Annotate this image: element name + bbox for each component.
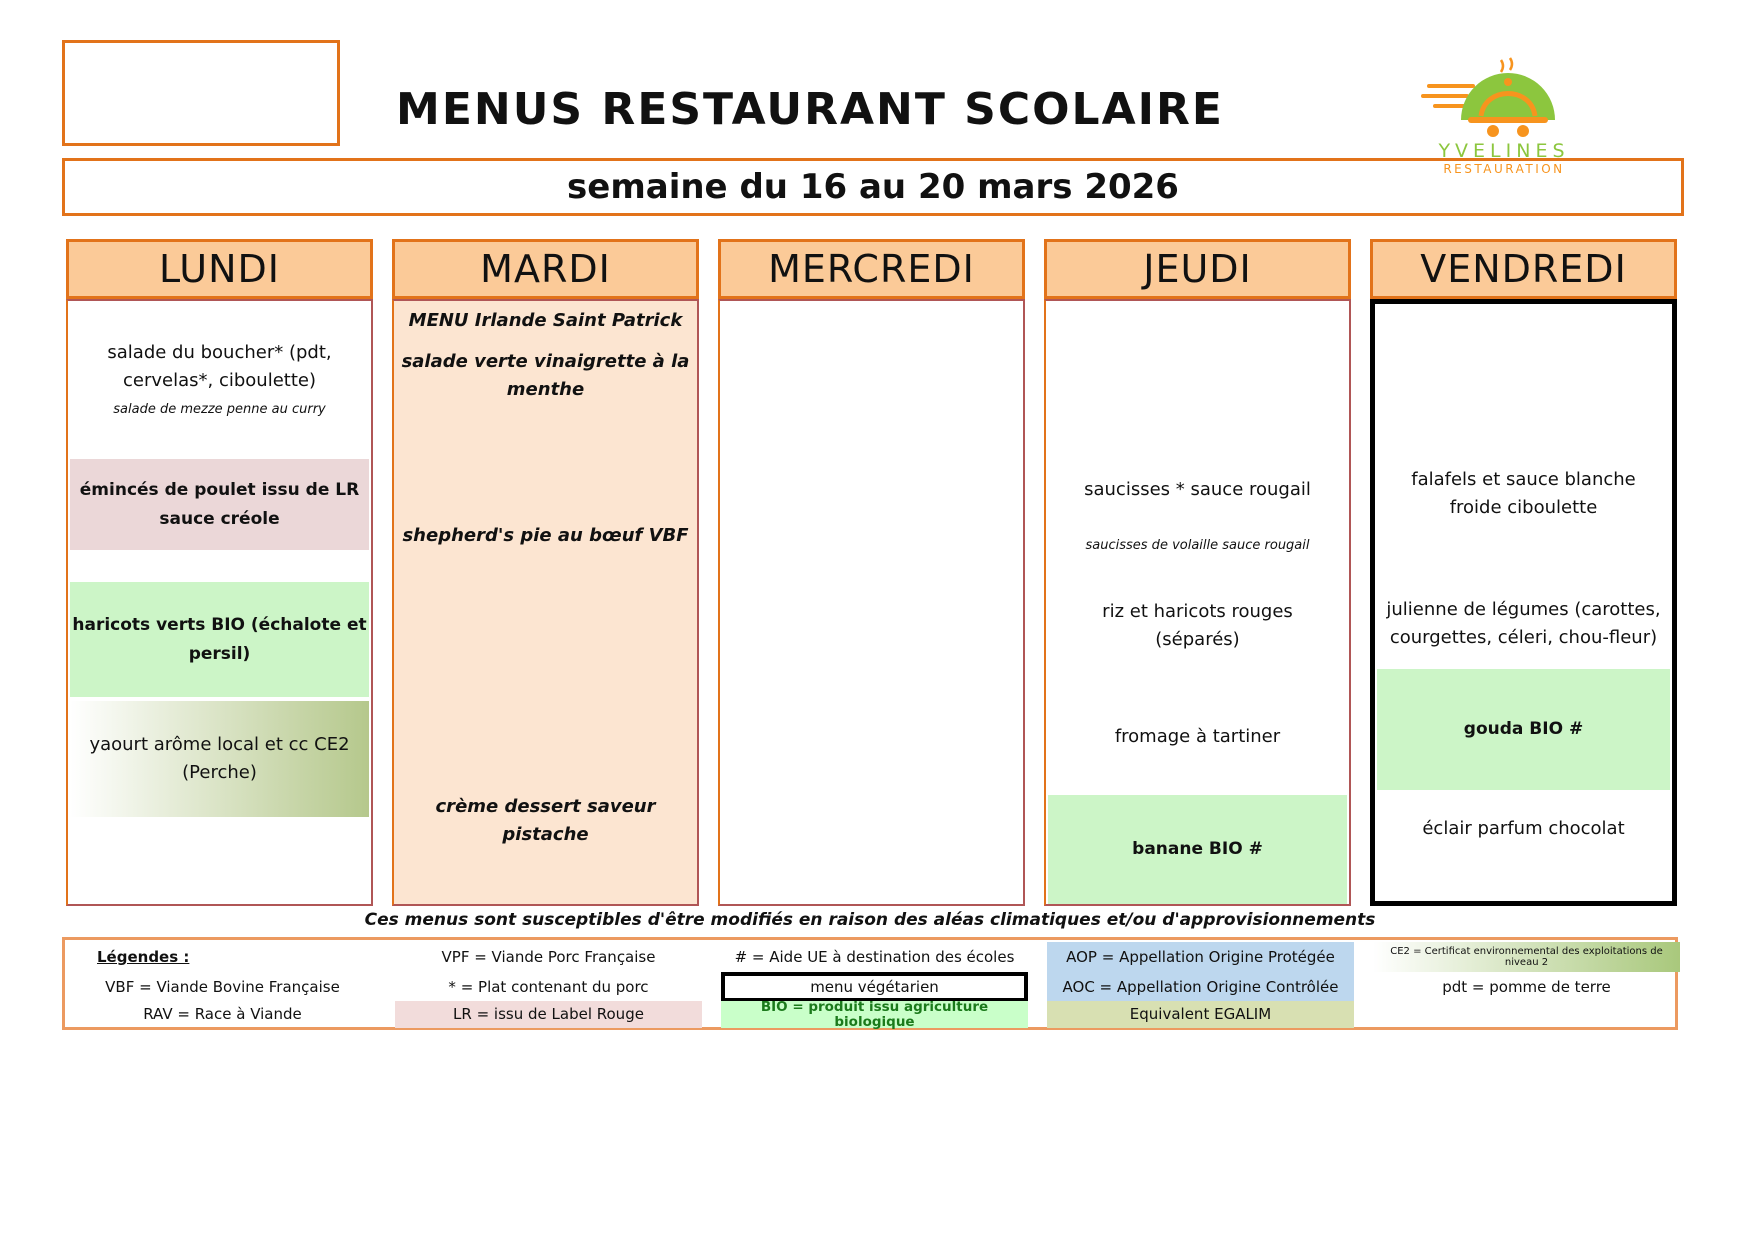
day-column-jeudi [1044,299,1351,906]
menu-item-julienne-legumes: julienne de légumes (carottes, courgettes, céleri, chou-fleur) [1386,599,1661,648]
menu-item-salade-du-boucher: salade du boucher* (pdt, cervelas*, ciboulette) [107,342,332,391]
logo-wordmark-yvelines: YVELINES [1438,140,1570,162]
logo-knob-icon [1504,78,1512,86]
legend-title: Légendes : [97,947,190,966]
menu-item-saucisses-volaille: saucisses de volaille sauce rougail [1085,537,1310,553]
yvelines-restauration-logo [1416,34,1592,176]
menu-item-emince-poulet: émincés de poulet issu de LR sauce créole [70,459,369,550]
logo-foot-left-icon [1487,125,1499,137]
menu-item-eclair-chocolat: éclair parfum chocolat [1422,818,1625,840]
day-header-mercredi: MERCREDI [718,239,1025,299]
legend-aoc: AOC = Appellation Origine Contrôlée [1047,972,1354,1002]
day-header-jeudi: JEUDI [1044,239,1351,299]
day-column-mercredi [718,299,1025,906]
legend-rav: RAV = Race à Viande [143,1005,302,1024]
menu-item-fromage-tartiner: fromage à tartiner [1114,726,1281,748]
disclaimer: Ces menus sont susceptibles d'être modifiés en raison des aléas climatiques et/ou d'approvisionnements [364,910,1376,930]
legend-ce2: CE2 = Certificat environnemental des exploitations de niveau 2 [1373,942,1680,972]
menu-item-creme-dessert: crème dessert saveur pistache [435,796,656,845]
menu-item-falafels: falafels et sauce blanche froide ciboulette [1411,468,1636,518]
legend-egalim: Equivalent EGALIM [1047,1001,1354,1028]
week-label: semaine du 16 au 20 mars 2026 [567,167,1179,207]
page-title: MENUS RESTAURANT SCOLAIRE [396,84,1224,135]
menu-item-riz-haricots-rouges: riz et haricots rouges (séparés) [1102,601,1293,650]
menu-item-menu-irlande: MENU Irlande Saint Patrick [408,310,683,332]
legend-menu-vegetarien: menu végétarien [721,972,1028,1002]
legend-label-rouge: LR = issu de Label Rouge [395,1001,702,1028]
week-banner [62,158,1684,216]
day-column-mardi [392,299,699,906]
menu-item-saucisses-rougail: saucisses * sauce rougail [1084,479,1311,501]
legend-aop: AOP = Appellation Origine Protégée [1047,942,1354,972]
menu-item-yaourt-arome-local: yaourt arôme local et cc CE2 (Perche) [70,701,369,817]
day-column-vendredi [1370,299,1677,906]
legend-vbf: VBF = Viande Bovine Française [105,977,340,996]
logo-foot-right-icon [1517,125,1529,137]
menu-item-shepherds-pie: shepherd's pie au bœuf VBF [402,525,689,547]
legend-box [62,937,1678,1030]
day-header-vendredi: VENDREDI [1370,239,1677,299]
blank-frame [62,40,340,146]
day-header-mardi: MARDI [392,239,699,299]
legend-porc: * = Plat contenant du porc [448,977,649,996]
menu-item-salade-verte: salade verte vinaigrette à la menthe [401,351,690,400]
day-column-lundi [66,299,373,906]
menu-item-gouda-bio: gouda BIO # [1377,669,1670,790]
menu-item-haricots-verts-bio: haricots verts BIO (échalote et persil) [70,582,369,697]
legend-pdt: pdt = pomme de terre [1442,977,1611,996]
legend-bio: BIO = produit issu agriculture biologique [721,1001,1028,1028]
day-header-lundi: LUNDI [66,239,373,299]
logo-dome-icon [1419,34,1589,138]
legend-vpf: VPF = Viande Porc Française [441,947,656,966]
menu-item-salade-mezze: salade de mezze penne au curry [113,401,326,417]
legend-aide-ue: # = Aide UE à destination des écoles [734,947,1015,966]
menu-item-banane-bio: banane BIO # [1048,795,1347,904]
logo-wordmark-restauration: RESTAURATION [1443,161,1565,176]
logo-steam-icon [1501,58,1512,72]
